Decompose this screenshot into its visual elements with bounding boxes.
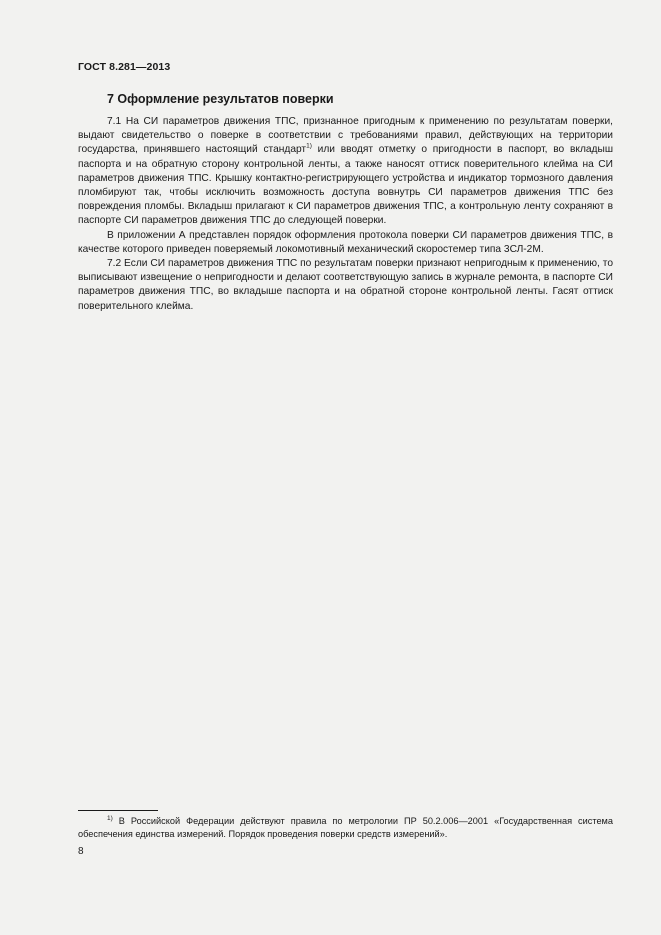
paragraph-7-1-continuation: или вводят отметку о пригодности в паспорт, во вкладыш паспорта и на обратную сторону контрольной ленты, а также наносят оттиск поверительного клейма на СИ параметров движения ТПС. Крышку контактно-регистрирующего устройства и индикатор тормозного давления пломбируют так, чтобы исключить возможность доступа вовнутрь СИ параметров движения ТПС без повреждения пломбы. Вкладыш прилагают к СИ параметров движения ТПС, а контрольную ленту сохраняют в паспорте СИ параметров движения ТПС до следующей поверки. — [78, 144, 613, 227]
paragraph-7-1-text: 7.1 На СИ параметров движения ТПС, признанное пригодным к применению по результатам поверки, выдают свидетельство о поверке в соответствии с требованиями правил, действующих на территории государства, принявшего настоящий стандарт — [78, 116, 613, 156]
footnote — [78, 815, 613, 840]
footnote-reference: 1) — [306, 143, 312, 151]
paragraph-7-2: 7.2 Если СИ параметров движения ТПС по результатам поверки признают непригодным к применению, то выписывают извещение о непригодности и делают соответствующую запись в журнале ремонта, в паспорте СИ параметров движения ТПС, во вкладыше паспорта и на обратной стороне контрольной ленты. Гасят оттиск поверительного клейма. — [78, 258, 613, 312]
document-code-header: ГОСТ 8.281—2013 — [78, 61, 171, 73]
footnote-divider — [78, 810, 158, 811]
paragraph-7-1 — [78, 115, 613, 229]
paragraph-appendix-reference: В приложении А представлен порядок оформления протокола поверки СИ параметров движения ТПС, в качестве которого приведен поверяемый локомотивный механический скоростемер типа 3СЛ-2М. — [78, 229, 613, 255]
section-body — [78, 115, 613, 314]
section-title: 7 Оформление результатов поверки — [107, 92, 334, 106]
page-number: 8 — [78, 846, 84, 857]
footnote-text: В Российской Федерации действуют правила по метрологии ПР 50.2.006—2001 «Государственная система обеспечения единства измерений. Порядок проведения поверки средств измерений». — [78, 816, 613, 839]
footnote-marker: 1) — [107, 814, 113, 822]
